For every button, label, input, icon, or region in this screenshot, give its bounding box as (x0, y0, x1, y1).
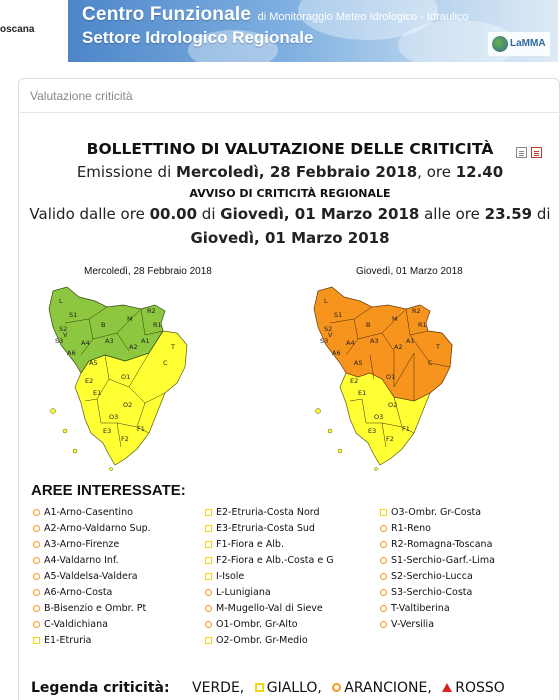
area-label: A5-Valdelsa-Valdera (44, 570, 138, 582)
criticality-map-tomorrow[interactable] (310, 283, 470, 473)
map-label: S2 (324, 325, 333, 333)
emission-mid: , ore (417, 163, 456, 181)
area-item[interactable] (205, 632, 334, 648)
map-label: S1 (334, 311, 343, 319)
area-item[interactable] (33, 520, 151, 536)
region-label: oscana (0, 24, 35, 35)
map-label: R1 (153, 321, 162, 329)
area-item[interactable] (380, 520, 495, 536)
area-item[interactable] (205, 600, 334, 616)
areas-column-2 (205, 504, 334, 648)
map-label: E1 (358, 389, 367, 397)
area-item[interactable] (33, 616, 151, 632)
areas-column-1 (33, 504, 151, 648)
map-label: F2 (386, 435, 394, 443)
yellow-square-icon (205, 637, 212, 644)
area-item[interactable] (33, 552, 151, 568)
area-item[interactable] (205, 616, 334, 632)
map-label: S1 (69, 311, 78, 319)
area-item[interactable] (380, 536, 495, 552)
map-label: O1 (121, 373, 131, 381)
area-item[interactable] (33, 632, 151, 648)
area-label: O1-Ombr. Gr-Alto (216, 618, 298, 630)
area-label: A4-Valdarno Inf. (44, 554, 119, 566)
area-item[interactable] (205, 504, 334, 520)
orange-circle-icon (33, 621, 40, 628)
area-label: A3-Arno-Firenze (44, 538, 120, 550)
area-label: O3-Ombr. Gr-Costa (391, 506, 482, 518)
map-label: S3 (55, 337, 64, 345)
legend-rosso: ROSSO (455, 680, 505, 696)
emission-date: Mercoledì, 28 Febbraio 2018 (176, 163, 418, 181)
orange-circle-icon (33, 541, 40, 548)
map-label: O3 (374, 413, 384, 421)
area-label: A6-Arno-Costa (44, 586, 113, 598)
area-label: V-Versilia (391, 618, 435, 630)
valid-prefix: Valido dalle ore (29, 205, 150, 223)
area-label: E1-Etruria (44, 634, 92, 646)
orange-circle-icon (33, 589, 40, 596)
yellow-square-icon (205, 525, 212, 532)
yellow-square-icon (205, 573, 212, 580)
map-label: S3 (320, 337, 329, 345)
map-label: S2 (59, 325, 68, 333)
area-label: E3-Etruria-Costa Sud (216, 522, 315, 534)
map-label: M (392, 315, 398, 323)
map-label: E2 (85, 377, 94, 385)
map-label: A3 (105, 337, 114, 345)
map-label: R2 (412, 307, 421, 315)
orange-circle-icon (205, 589, 212, 596)
orange-circle-icon (205, 605, 212, 612)
map-label: A2 (129, 343, 138, 351)
map-label: A6 (332, 349, 341, 357)
orange-circle-icon (33, 573, 40, 580)
area-label: M-Mugello-Val di Sieve (216, 602, 323, 614)
area-item[interactable] (33, 584, 151, 600)
area-item[interactable] (205, 536, 334, 552)
map-label: L (324, 297, 328, 305)
emission-time: 12.40 (455, 163, 504, 181)
map-label: B (366, 321, 371, 329)
area-label: F2-Fiora e Alb.-Costa e G (216, 554, 334, 566)
area-label: B-Bisenzio e Ombr. Pt (44, 602, 147, 614)
yellow-square-icon (205, 509, 212, 516)
area-item[interactable] (205, 552, 334, 568)
map-date-left: Mercoledì, 28 Febbraio 2018 (84, 266, 212, 277)
area-item[interactable] (205, 568, 334, 584)
legend-title: Legenda criticità: (31, 680, 170, 696)
area-label: S3-Serchio-Costa (391, 586, 473, 598)
area-label: C-Valdichiana (44, 618, 108, 630)
orange-circle-icon (380, 541, 387, 548)
banner-title-main: Centro Funzionale (82, 4, 252, 25)
legend-giallo: GIALLO, (266, 680, 322, 696)
lamma-logo-text: LaMMA (510, 38, 546, 49)
areas-title: AREE INTERESSATE: (31, 482, 186, 499)
area-label: R1-Reno (391, 522, 431, 534)
validity-line-2 (0, 229, 560, 247)
area-label: T-Valtiberina (391, 602, 450, 614)
area-item[interactable] (33, 504, 151, 520)
yellow-square-icon (205, 557, 212, 564)
valid-mid-1: di (197, 205, 221, 223)
map-label: A4 (346, 339, 355, 347)
orange-circle-icon (380, 589, 387, 596)
area-label: L-Lunigiana (216, 586, 271, 598)
emission-line (0, 163, 560, 181)
map-label: F2 (121, 435, 129, 443)
orange-circle-icon (380, 557, 387, 564)
area-item[interactable] (380, 568, 495, 584)
yellow-square-icon (33, 637, 40, 644)
map-label: M (127, 315, 133, 323)
map-label: E2 (350, 377, 359, 385)
map-label: A5 (354, 359, 363, 367)
map-label: A2 (394, 343, 403, 351)
bulletin-title: BOLLETTINO DI VALUTAZIONE DELLE CRITICITÀ (86, 140, 494, 158)
area-item[interactable] (380, 552, 495, 568)
area-item[interactable] (380, 616, 495, 632)
map-label: O1 (386, 373, 396, 381)
criticality-legend (31, 680, 511, 696)
orange-circle-icon (205, 621, 212, 628)
map-label: B (101, 321, 106, 329)
banner-title-sub: di Monitoraggio Meteo Idrologico - Idraulico (257, 11, 469, 23)
map-label: A5 (89, 359, 98, 367)
map-label: F1 (137, 425, 145, 433)
area-label: S1-Serchio-Garf.-Lima (391, 554, 495, 566)
map-label: C (163, 359, 168, 367)
yellow-square-icon (205, 541, 212, 548)
valid-from-time: 00.00 (149, 205, 198, 223)
orange-circle-icon (380, 621, 387, 628)
orange-circle-icon (33, 509, 40, 516)
orange-circle-icon (380, 605, 387, 612)
map-label: A3 (370, 337, 379, 345)
panel-divider (18, 112, 560, 113)
panel-title: Valutazione criticità (30, 89, 133, 103)
header-banner[interactable] (68, 0, 558, 62)
map-label: F1 (402, 425, 410, 433)
lamma-logo-icon (492, 36, 508, 52)
map-label: C (428, 359, 433, 367)
area-item[interactable] (205, 520, 334, 536)
map-label: A4 (81, 339, 90, 347)
map-label: R2 (147, 307, 156, 315)
area-item[interactable] (380, 504, 495, 520)
orange-circle-icon (380, 525, 387, 532)
map-label: O2 (388, 401, 398, 409)
avviso-line: AVVISO DI CRITICITÀ REGIONALE (189, 187, 391, 200)
area-label: A2-Arno-Valdarno Sup. (44, 522, 151, 534)
valid-from-date: Giovedì, 01 Marzo 2018 (220, 205, 420, 223)
red-triangle-icon (442, 683, 452, 692)
valid-mid-3: di (532, 205, 551, 223)
map-label: T (436, 343, 440, 351)
area-label: O2-Ombr. Gr-Medio (216, 634, 308, 646)
area-item[interactable] (380, 600, 495, 616)
area-item[interactable] (380, 584, 495, 600)
map-label: A1 (141, 337, 150, 345)
valid-mid-2: alle ore (419, 205, 485, 223)
map-label: T (171, 343, 175, 351)
area-item[interactable] (33, 536, 151, 552)
map-label: A1 (406, 337, 415, 345)
map-date-right: Giovedì, 01 Marzo 2018 (356, 266, 463, 277)
map-label: O3 (109, 413, 119, 421)
yellow-square-icon (255, 683, 264, 692)
area-label: R2-Romagna-Toscana (391, 538, 493, 550)
orange-circle-icon (33, 605, 40, 612)
yellow-square-icon (380, 509, 387, 516)
area-label: S2-Serchio-Lucca (391, 570, 473, 582)
orange-circle-icon (33, 557, 40, 564)
orange-circle-icon (33, 525, 40, 532)
banner-subtitle: Settore Idrologico Regionale (82, 28, 314, 47)
area-item[interactable] (33, 600, 151, 616)
map-label: R1 (418, 321, 427, 329)
area-label: I-Isole (216, 570, 245, 582)
orange-circle-icon (380, 573, 387, 580)
map-label: O2 (123, 401, 133, 409)
valid-to-time: 23.59 (484, 205, 533, 223)
legend-verde: VERDE, (192, 680, 245, 696)
areas-column-3 (380, 504, 495, 632)
map-label: V (63, 331, 68, 339)
area-item[interactable] (33, 568, 151, 584)
map-label: A6 (67, 349, 76, 357)
area-label: A1-Arno-Casentino (44, 506, 133, 518)
map-label: V (328, 331, 333, 339)
validity-line-1 (0, 205, 560, 223)
valid-to-date: Giovedì, 01 Marzo 2018 (190, 229, 390, 247)
banner-title (82, 4, 469, 26)
top-bar (0, 0, 560, 70)
criticality-map-today[interactable] (45, 283, 205, 473)
map-label: E1 (93, 389, 102, 397)
area-item[interactable] (205, 584, 334, 600)
orange-circle-icon (332, 683, 341, 692)
legend-arancione: ARANCIONE, (344, 680, 432, 696)
map-label: E3 (103, 427, 112, 435)
area-label: F1-Fiora e Alb. (216, 538, 284, 550)
map-label: L (59, 297, 63, 305)
emission-prefix: Emissione di (76, 163, 177, 181)
area-label: E2-Etruria-Costa Nord (216, 506, 320, 518)
lamma-logo[interactable] (488, 32, 550, 56)
map-label: E3 (368, 427, 377, 435)
